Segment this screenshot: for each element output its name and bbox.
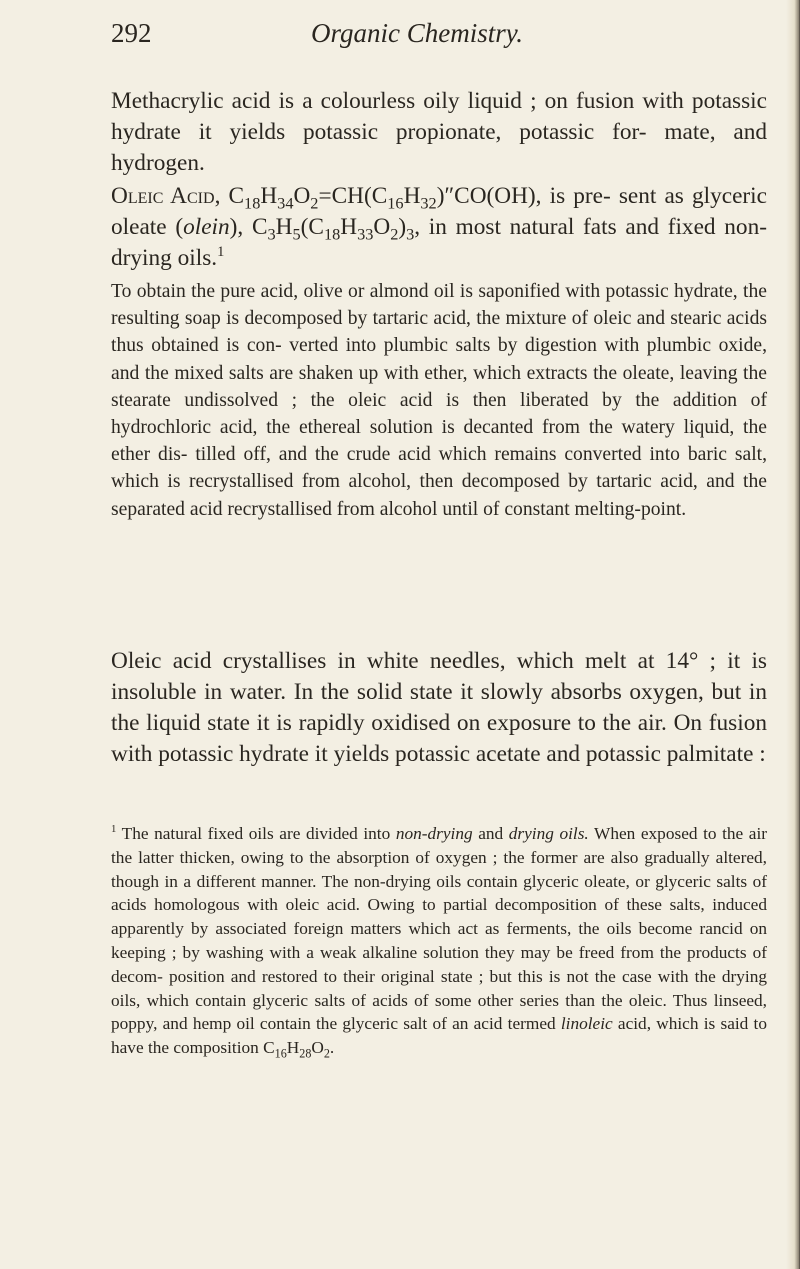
page-edge	[786, 0, 800, 1269]
footnote: $^1$ The natural fixed oils are divided into non-drying and drying oils. When exposed to the air the latter thicken, owing to the absorption of oxygen ; the former are also gradually altered, though in a different manner. The non-drying oils contain glyceric oleate, or glyceric salts of acids homologous with oleic acid. Owing to partial decomposition of these salts, induced apparently by associated foreign matters which act as ferments, the oils become rancid on keeping ; by washing with a weak alkaline solution they may be freed from the products of decom- position and restored to their original state ; but this is not the case with the drying oils, which contain glyceric salts of acids of some other series than the oleic. Thus linseed, poppy, and hemp oil contain the glyceric salt of an acid termed linoleic acid, which is said to have the composition $C_{16}H_{28}O_2$.	[111, 823, 768, 1061]
paragraph-properties: Oleic acid crystallises in white needles, which melt at 14° ; it is insoluble in water. In the solid state it slowly absorbs oxygen, but in the liquid state it is rapidly oxidised on exposure to the air. On fusion with potassic hydrate it yields potassic acetate and potassic palmitate :	[111, 648, 767, 767]
footnote-mark: 1	[111, 823, 117, 836]
page-number: 292	[111, 18, 152, 48]
footnote-reference: 1	[217, 244, 225, 261]
olein-term: olein	[183, 214, 230, 240]
paragraph-preparation: To obtain the pure acid, olive or almond oil is saponified with potassic hydrate, the resulting soap is decomposed by tartaric acid, the mixture of oleic and stearic acids thus obtained is con- verted into plumbic salts by digestion with plumbic oxide, and the mixed salts are shaken up with ether, which extracts the oleate, leaving the stearate undissolved ; the oleic acid is then liberated by the addition of hydrochloric acid, the ethereal solution is decanted from the watery liquid, the ether dis- tilled off, and the crude acid which remains converted into baric salt, which is recrystallised from alcohol, then decomposed by tartaric acid, and the separated acid recrystallised from alcohol until of constant melting-point.	[111, 281, 767, 520]
running-title: Organic Chemistry.	[311, 18, 523, 48]
paragraph-oleic-acid: Oleic Acid, $C_{18}H_{34}O_2=CH(C_{16}H_{32})''CO(OH)$, is pre- sent as glyceric oleate (olein), $C_3H_5(C_{18}H_{33}O_2)_3$, in most natural fats and fixed non-drying oils.$^1$	[111, 183, 767, 271]
compound-name: Oleic Acid,	[111, 183, 221, 209]
formula: $C_{18}H_{34}O_2=CH(C_{16}H_{32}$	[228, 183, 437, 213]
paragraph-methacrylic: Methacrylic acid is a colourless oily liquid ; on fusion with potassic hydrate it yields potassic propionate, potassic for- mate, and hydrogen.	[111, 88, 767, 176]
